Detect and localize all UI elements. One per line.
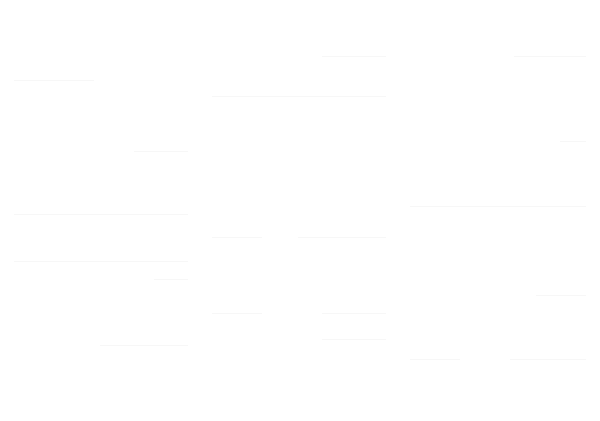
field-value-line[interactable] (322, 313, 386, 314)
form-row (14, 196, 188, 210)
form-row (14, 248, 188, 262)
form-row (212, 196, 386, 210)
form-row (212, 170, 386, 184)
form-row (14, 112, 188, 126)
form-row (212, 300, 386, 314)
section-divider (410, 206, 586, 207)
field-value-line[interactable] (322, 339, 386, 340)
form-row (410, 346, 586, 360)
title-underline (14, 80, 94, 81)
field-value-line[interactable] (134, 151, 188, 152)
form-row (410, 156, 586, 170)
field-value-line[interactable] (510, 359, 586, 360)
section-divider (212, 96, 386, 97)
form-row (14, 332, 188, 346)
header-rule (514, 56, 586, 57)
form-row (212, 134, 386, 148)
field-value-line[interactable] (560, 141, 586, 142)
field-value-line[interactable] (100, 345, 188, 346)
form-row (410, 282, 586, 296)
section-divider (14, 214, 188, 215)
field-value-line[interactable] (212, 237, 262, 238)
header-rule (322, 56, 386, 57)
form-row (14, 168, 188, 182)
field-value-line[interactable] (536, 295, 586, 296)
form-row (14, 138, 188, 152)
field-value-line[interactable] (14, 261, 188, 262)
form-row (410, 256, 586, 270)
form-row (212, 108, 386, 122)
form-row (410, 98, 586, 112)
field-value-line[interactable] (410, 359, 460, 360)
field-value-line[interactable] (154, 279, 188, 280)
form-row (410, 128, 586, 142)
form-column-left (14, 0, 188, 421)
form-row (14, 226, 188, 240)
form-row (410, 222, 586, 236)
form-row (14, 266, 188, 280)
form-row (14, 298, 188, 312)
form-row (212, 224, 386, 238)
form-column-right (410, 0, 586, 421)
field-value-line[interactable] (212, 313, 262, 314)
form-row (212, 326, 386, 340)
field-value-line[interactable] (298, 237, 386, 238)
form-row (410, 182, 586, 196)
form-column-middle (212, 0, 386, 421)
form-row (212, 282, 386, 296)
